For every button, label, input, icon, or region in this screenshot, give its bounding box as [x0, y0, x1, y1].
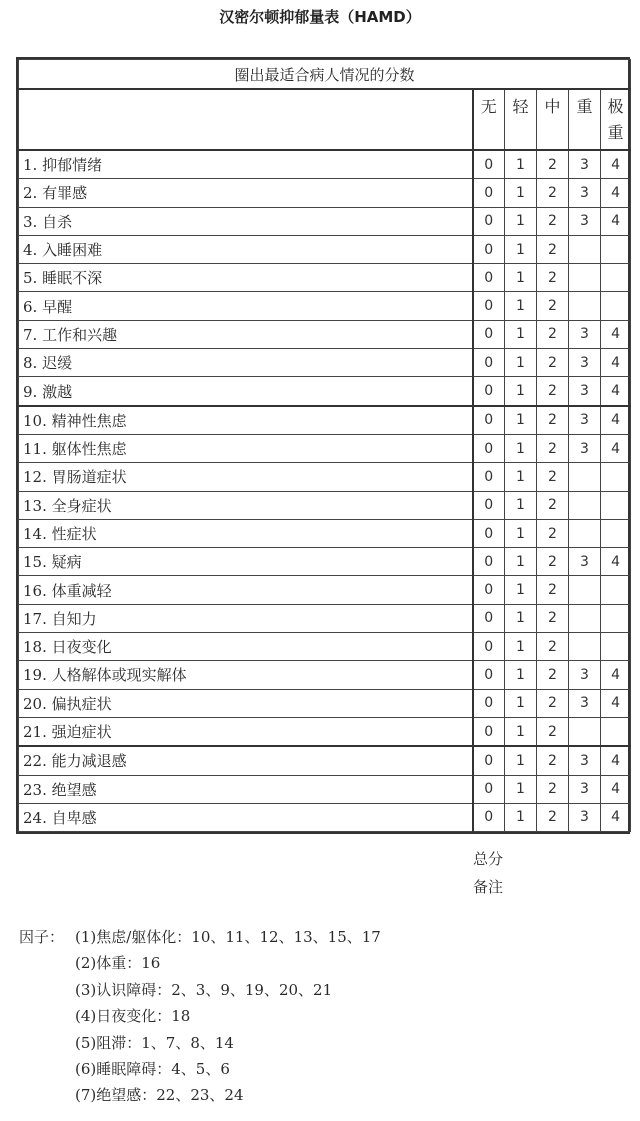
score-cell[interactable]: 0	[473, 548, 505, 576]
score-cell[interactable]	[601, 604, 631, 632]
score-cell[interactable]	[569, 604, 601, 632]
score-cell[interactable]: 2	[537, 775, 569, 803]
hamd-score-table	[16, 57, 630, 834]
score-cell[interactable]: 4	[601, 150, 631, 179]
table-row	[19, 519, 631, 547]
factor-item: (7)绝望感：22、23、24	[75, 1086, 244, 1105]
table-row	[19, 746, 631, 775]
item-name: 6. 早醒	[19, 292, 473, 320]
table-row	[19, 661, 631, 689]
score-cell[interactable]: 3	[569, 746, 601, 775]
table-row	[19, 150, 631, 179]
score-cell[interactable]	[569, 519, 601, 547]
score-cell[interactable]: 2	[537, 150, 569, 179]
score-cell[interactable]: 1	[505, 661, 537, 689]
factor-list	[19, 924, 381, 1109]
score-cell[interactable]: 1	[505, 717, 537, 746]
score-cell[interactable]: 3	[569, 406, 601, 435]
table-row	[19, 463, 631, 491]
table-row	[19, 548, 631, 576]
level-header-mild: 轻	[505, 89, 537, 150]
score-cell[interactable]: 0	[473, 576, 505, 604]
score-cell[interactable]: 0	[473, 264, 505, 292]
score-cell[interactable]: 0	[473, 150, 505, 179]
score-cell[interactable]: 3	[569, 775, 601, 803]
item-name: 5. 睡眠不深	[19, 264, 473, 292]
table-row	[19, 320, 631, 348]
score-cell[interactable]: 1	[505, 434, 537, 462]
score-cell[interactable]: 4	[601, 207, 631, 235]
score-cell[interactable]	[569, 491, 601, 519]
item-name: 13. 全身症状	[19, 491, 473, 519]
score-cell[interactable]: 3	[569, 661, 601, 689]
table-row	[19, 775, 631, 803]
score-cell[interactable]	[601, 717, 631, 746]
score-cell[interactable]: 0	[473, 746, 505, 775]
score-cell[interactable]: 2	[537, 264, 569, 292]
table-row	[19, 207, 631, 235]
score-cell[interactable]	[601, 235, 631, 263]
score-cell[interactable]: 2	[537, 463, 569, 491]
score-cell[interactable]: 2	[537, 349, 569, 377]
score-cell[interactable]: 1	[505, 519, 537, 547]
score-cell[interactable]: 1	[505, 377, 537, 406]
score-cell[interactable]: 3	[569, 349, 601, 377]
item-name: 1. 抑郁情绪	[19, 150, 473, 179]
table-row	[19, 604, 631, 632]
score-cell[interactable]: 2	[537, 661, 569, 689]
score-cell[interactable]: 1	[505, 264, 537, 292]
score-cell[interactable]: 2	[537, 803, 569, 831]
score-cell[interactable]: 0	[473, 633, 505, 661]
score-cell[interactable]: 3	[569, 179, 601, 207]
score-cell[interactable]: 1	[505, 576, 537, 604]
table-row	[19, 689, 631, 717]
score-cell[interactable]	[569, 633, 601, 661]
table-row	[19, 264, 631, 292]
score-cell[interactable]: 3	[569, 689, 601, 717]
item-name: 12. 胃肠道症状	[19, 463, 473, 491]
table-row	[19, 179, 631, 207]
score-cell[interactable]: 0	[473, 377, 505, 406]
score-cell[interactable]: 4	[601, 746, 631, 775]
score-cell[interactable]: 3	[569, 207, 601, 235]
item-name: 15. 疑病	[19, 548, 473, 576]
score-cell[interactable]: 2	[537, 207, 569, 235]
score-cell[interactable]: 1	[505, 320, 537, 348]
item-header-blank	[19, 89, 473, 150]
table-caption: 圈出最适合病人情况的分数	[19, 60, 631, 90]
score-cell[interactable]	[601, 519, 631, 547]
total-score-label: 总分	[473, 850, 504, 868]
score-cell[interactable]	[601, 633, 631, 661]
score-cell[interactable]: 2	[537, 235, 569, 263]
score-cell[interactable]: 1	[505, 150, 537, 179]
level-header-moderate: 中	[537, 89, 569, 150]
score-cell[interactable]: 0	[473, 519, 505, 547]
item-name: 8. 迟缓	[19, 349, 473, 377]
score-cell[interactable]: 4	[601, 349, 631, 377]
score-cell[interactable]: 1	[505, 746, 537, 775]
score-cell[interactable]: 4	[601, 320, 631, 348]
score-cell[interactable]: 3	[569, 377, 601, 406]
table-row	[19, 292, 631, 320]
item-name: 22. 能力减退感	[19, 746, 473, 775]
item-name: 21. 强迫症状	[19, 717, 473, 746]
score-cell[interactable]: 4	[601, 661, 631, 689]
score-cell[interactable]	[569, 576, 601, 604]
score-cell[interactable]: 0	[473, 179, 505, 207]
score-cell[interactable]: 3	[569, 548, 601, 576]
score-cell[interactable]: 2	[537, 548, 569, 576]
factor-item: (1)焦虑/躯体化：10、11、12、13、15、17	[75, 928, 381, 946]
score-cell[interactable]: 0	[473, 775, 505, 803]
item-name: 11. 躯体性焦虑	[19, 434, 473, 462]
table-row	[19, 406, 631, 435]
score-cell[interactable]: 1	[505, 349, 537, 377]
factor-item: (3)认识障碍：2、3、9、19、20、21	[75, 980, 333, 999]
factor-item: (2)体重：16	[75, 954, 161, 973]
table-row	[19, 803, 631, 831]
score-cell[interactable]: 3	[569, 150, 601, 179]
level-header-extreme: 极重	[601, 89, 631, 150]
item-name: 9. 激越	[19, 377, 473, 406]
score-cell[interactable]: 4	[601, 434, 631, 462]
score-cell[interactable]: 1	[505, 463, 537, 491]
score-cell[interactable]: 0	[473, 661, 505, 689]
score-cell[interactable]: 3	[569, 434, 601, 462]
table-row	[19, 434, 631, 462]
factor-item: (6)睡眠障碍：4、5、6	[75, 1059, 230, 1078]
table-row	[19, 377, 631, 406]
score-cell[interactable]: 2	[537, 576, 569, 604]
score-cell[interactable]: 2	[537, 292, 569, 320]
item-name: 20. 偏执症状	[19, 689, 473, 717]
score-cell[interactable]: 4	[601, 406, 631, 435]
score-cell[interactable]: 2	[537, 604, 569, 632]
score-cell[interactable]: 0	[473, 406, 505, 435]
score-cell[interactable]: 0	[473, 320, 505, 348]
score-cell[interactable]	[601, 491, 631, 519]
score-cell[interactable]	[569, 292, 601, 320]
table-row	[19, 576, 631, 604]
score-cell[interactable]: 4	[601, 548, 631, 576]
score-cell[interactable]	[601, 463, 631, 491]
score-cell[interactable]	[569, 717, 601, 746]
table-row	[19, 633, 631, 661]
score-cell[interactable]: 0	[473, 207, 505, 235]
item-name: 17. 自知力	[19, 604, 473, 632]
score-cell[interactable]: 4	[601, 689, 631, 717]
item-name: 10. 精神性焦虑	[19, 406, 473, 435]
score-cell[interactable]	[569, 264, 601, 292]
level-header-none: 无	[473, 89, 505, 150]
score-cell[interactable]: 2	[537, 434, 569, 462]
score-cell[interactable]: 1	[505, 775, 537, 803]
score-cell[interactable]: 2	[537, 746, 569, 775]
table-row	[19, 235, 631, 263]
score-cell[interactable]: 2	[537, 689, 569, 717]
score-cell[interactable]	[569, 463, 601, 491]
score-cell[interactable]: 0	[473, 803, 505, 831]
item-name: 16. 体重减轻	[19, 576, 473, 604]
table-row	[19, 717, 631, 746]
level-header-severe: 重	[569, 89, 601, 150]
score-cell[interactable]: 3	[569, 803, 601, 831]
score-cell[interactable]	[601, 576, 631, 604]
score-cell[interactable]: 2	[537, 519, 569, 547]
score-cell[interactable]: 1	[505, 548, 537, 576]
score-cell[interactable]	[601, 264, 631, 292]
factor-item: (4)日夜变化：18	[75, 1007, 191, 1026]
table-row	[19, 491, 631, 519]
score-cell[interactable]: 0	[473, 463, 505, 491]
score-cell[interactable]: 4	[601, 803, 631, 831]
item-name: 24. 自卑感	[19, 803, 473, 831]
score-cell[interactable]: 3	[569, 320, 601, 348]
item-name: 7. 工作和兴趣	[19, 320, 473, 348]
score-cell[interactable]: 4	[601, 377, 631, 406]
score-cell[interactable]: 0	[473, 717, 505, 746]
item-name: 19. 人格解体或现实解体	[19, 661, 473, 689]
score-cell[interactable]: 2	[537, 179, 569, 207]
score-cell[interactable]	[569, 235, 601, 263]
score-cell[interactable]: 0	[473, 235, 505, 263]
item-name: 4. 入睡困难	[19, 235, 473, 263]
score-cell[interactable]: 0	[473, 434, 505, 462]
item-name: 18. 日夜变化	[19, 633, 473, 661]
score-cell[interactable]: 1	[505, 491, 537, 519]
factor-lead-label: 因子：	[19, 928, 65, 946]
score-cell[interactable]: 0	[473, 604, 505, 632]
score-cell[interactable]: 0	[473, 491, 505, 519]
score-cell[interactable]	[601, 292, 631, 320]
score-cell[interactable]: 4	[601, 179, 631, 207]
score-cell[interactable]: 2	[537, 717, 569, 746]
factor-item: (5)阻滞：1、7、8、14	[75, 1033, 234, 1052]
item-name: 2. 有罪感	[19, 179, 473, 207]
notes-label: 备注	[473, 878, 504, 896]
page-title: 汉密尔顿抑郁量表（HAMD）	[219, 8, 421, 26]
score-cell[interactable]: 2	[537, 377, 569, 406]
score-cell[interactable]: 4	[601, 775, 631, 803]
score-cell[interactable]: 2	[537, 633, 569, 661]
score-cell[interactable]: 1	[505, 179, 537, 207]
item-name: 23. 绝望感	[19, 775, 473, 803]
score-cell[interactable]: 2	[537, 406, 569, 435]
summary-block	[473, 845, 503, 901]
score-cell[interactable]: 1	[505, 292, 537, 320]
score-cell[interactable]: 1	[505, 235, 537, 263]
score-cell[interactable]: 1	[505, 406, 537, 435]
score-cell[interactable]: 1	[505, 604, 537, 632]
item-name: 14. 性症状	[19, 519, 473, 547]
score-cell[interactable]: 0	[473, 292, 505, 320]
score-cell[interactable]: 2	[537, 491, 569, 519]
score-cell[interactable]: 1	[505, 207, 537, 235]
item-name: 3. 自杀	[19, 207, 473, 235]
score-cell[interactable]: 1	[505, 803, 537, 831]
score-cell[interactable]: 2	[537, 320, 569, 348]
score-cell[interactable]: 1	[505, 633, 537, 661]
score-cell[interactable]: 0	[473, 349, 505, 377]
score-cell[interactable]: 1	[505, 689, 537, 717]
score-cell[interactable]: 0	[473, 689, 505, 717]
table-row	[19, 349, 631, 377]
